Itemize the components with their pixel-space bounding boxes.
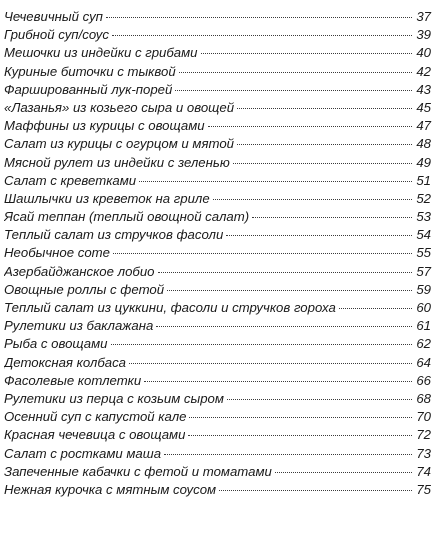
toc-entry-page-number: 75 [416,481,431,497]
toc-entry[interactable] [4,26,431,44]
toc-entry[interactable] [4,190,431,208]
toc-entry-title: Овощные роллы с фетой [4,281,165,297]
toc-entry-title: Рулетики из баклажана [4,318,154,334]
toc-entry[interactable] [4,263,431,281]
toc-entry[interactable] [4,390,431,408]
toc-entry-page-number: 60 [416,300,431,315]
toc-entry-title: Нежная курочка с мятным соусом [4,481,217,497]
dot-leader [213,199,412,200]
toc-entry-title: Детоксная колбаса [4,354,127,370]
dot-leader [158,272,413,273]
toc-entry-page-number: 52 [416,190,431,206]
dot-leader [208,126,412,127]
toc-entry[interactable] [4,63,431,81]
toc-entry[interactable] [4,226,431,244]
toc-entry[interactable] [4,117,431,135]
toc-entry-title: Шашлычки из креветок на гриле [4,190,210,206]
dot-leader [275,472,412,473]
toc-entry-page-number: 45 [416,99,431,115]
toc-entry-title: Осенний суп с капустой кале [4,409,187,425]
toc-entry[interactable] [4,317,431,335]
toc-entry[interactable] [4,281,431,299]
dot-leader [144,381,412,382]
toc-entry-title: Маффины из курицы с овощами [4,118,205,134]
toc-entry-title: Грибной суп/соус [4,27,109,43]
toc-entry-page-number: 51 [416,172,431,188]
toc-entry[interactable] [4,372,431,390]
table-of-contents [4,8,431,499]
toc-entry-title: Азербайджанское лобио [4,263,155,279]
dot-leader [189,417,412,418]
toc-entry[interactable] [4,44,431,62]
toc-entry-title: Чечевичный суп [4,9,103,24]
dot-leader [219,490,412,491]
toc-entry-page-number: 70 [416,409,431,425]
toc-entry-page-number: 59 [416,281,431,297]
toc-entry-page-number: 37 [416,9,431,24]
toc-entry-page-number: 72 [416,427,431,443]
dot-leader [139,181,412,182]
toc-entry-page-number: 43 [416,81,431,97]
toc-entry-title: Рыба с овощами [4,336,108,352]
toc-entry[interactable] [4,99,431,117]
toc-entry-title: «Лазанья» из козьего сыра и овощей [4,99,235,115]
dot-leader [113,253,412,254]
toc-entry[interactable] [4,135,431,153]
toc-entry-title: Красная чечевица с овощами [4,427,186,443]
toc-entry-title: Теплый салат из стручков фасоли [4,227,224,243]
toc-entry-page-number: 64 [416,354,431,370]
toc-entry-title: Рулетики из перца с козьим сыром [4,390,224,406]
dot-leader [179,72,412,73]
dot-leader [237,144,412,145]
toc-entry[interactable] [4,481,431,499]
toc-entry-title: Салат с креветками [4,172,137,188]
toc-entry[interactable] [4,426,431,444]
toc-entry[interactable] [4,8,431,26]
toc-entry-page-number: 53 [416,209,431,225]
toc-entry-page-number: 49 [416,154,431,170]
toc-entry-title: Теплый салат из цуккини, фасоли и стручков гороха [4,300,336,315]
toc-entry-page-number: 42 [416,63,431,79]
toc-entry[interactable] [4,244,431,262]
toc-entry[interactable] [4,172,431,190]
toc-entry-title: Необычное соте [4,245,110,261]
toc-entry[interactable] [4,154,431,172]
dot-leader [201,53,412,54]
dot-leader [111,344,412,345]
toc-entry[interactable] [4,335,431,353]
dot-leader [164,454,412,455]
toc-entry-page-number: 39 [416,27,431,43]
toc-entry-page-number: 57 [416,263,431,279]
toc-entry-page-number: 66 [416,372,431,388]
toc-entry-page-number: 55 [416,245,431,261]
toc-entry-title: Фаршированный лук-порей [4,81,173,97]
dot-leader [175,90,412,91]
toc-entry-title: Салат из курицы с огурцом и мятой [4,136,234,152]
dot-leader [233,163,412,164]
toc-entry-title: Салат с ростками маша [4,445,162,461]
toc-entry-page-number: 62 [416,336,431,352]
toc-entry-page-number: 74 [416,463,431,479]
toc-entry-page-number: 61 [416,318,431,334]
dot-leader [112,35,412,36]
toc-entry-page-number: 48 [416,136,431,152]
dot-leader [129,363,412,364]
dot-leader [226,235,412,236]
toc-entry-page-number: 40 [416,45,431,61]
toc-entry-title: Мешочки из индейки с грибами [4,45,198,61]
dot-leader [252,217,412,218]
toc-entry-page-number: 47 [416,118,431,134]
toc-entry[interactable] [4,408,431,426]
dot-leader [106,17,412,18]
dot-leader [156,326,412,327]
toc-entry-title: Фасолевые котлетки [4,372,142,388]
dot-leader [339,308,412,309]
toc-entry[interactable] [4,463,431,481]
dot-leader [227,399,412,400]
toc-entry[interactable] [4,445,431,463]
toc-entry[interactable] [4,81,431,99]
toc-entry-page-number: 73 [416,445,431,461]
toc-entry-title: Запеченные кабачки с фетой и томатами [4,463,272,479]
dot-leader [167,290,412,291]
toc-entry[interactable] [4,208,431,226]
dot-leader [237,108,412,109]
toc-entry[interactable] [4,354,431,372]
toc-entry[interactable] [4,299,431,317]
toc-entry-title: Мясной рулет из индейки с зеленью [4,154,230,170]
toc-entry-page-number: 68 [416,390,431,406]
toc-entry-title: Ясай теппан (теплый овощной салат) [4,209,250,225]
toc-entry-page-number: 54 [416,227,431,243]
toc-entry-title: Куриные биточки с тыквой [4,63,176,79]
dot-leader [188,435,412,436]
